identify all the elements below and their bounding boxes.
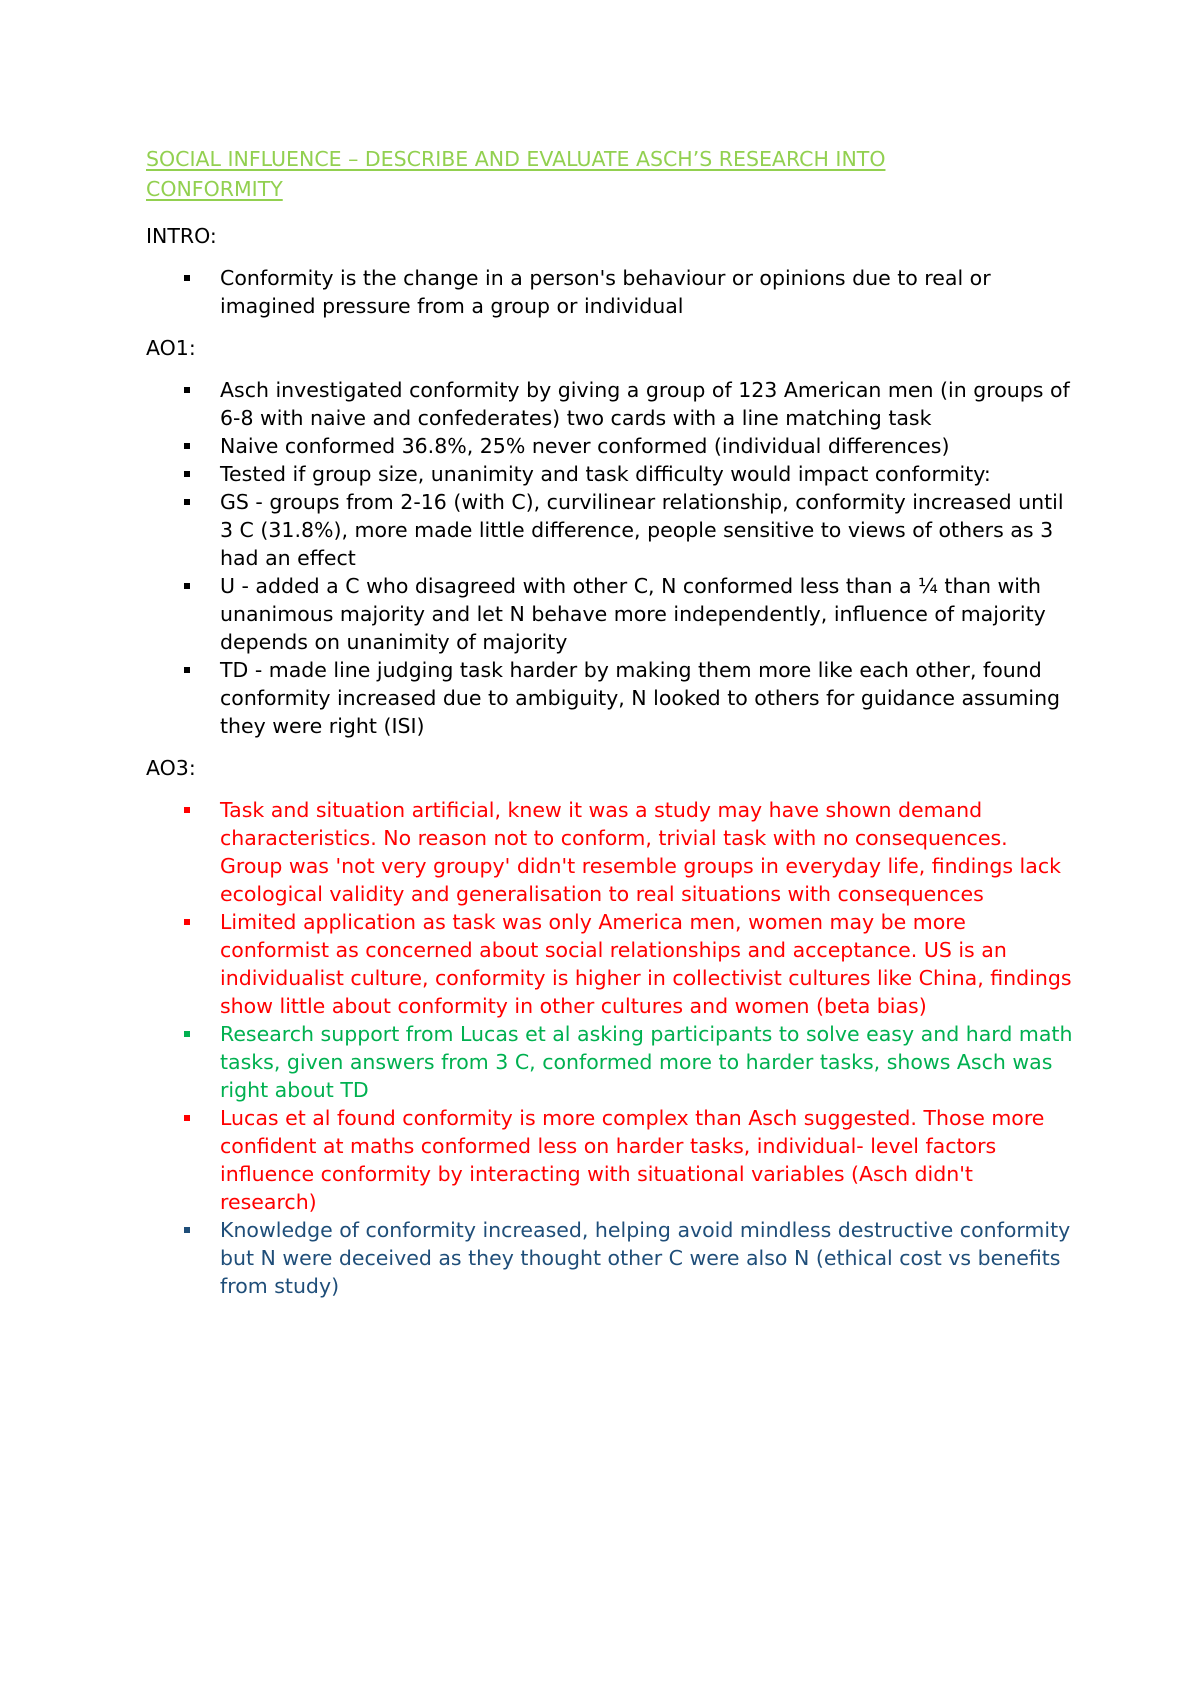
- square-bullet-icon: [184, 1227, 190, 1233]
- list-item-text: U - added a C who disagreed with other C, N conformed less than a ¼ than with unanimous majority and let N behave more independently, influence of majority depends on unanimity of majority: [220, 574, 1046, 654]
- intro-list: [146, 264, 1076, 320]
- square-bullet-icon: [184, 275, 190, 281]
- square-bullet-icon: [184, 1115, 190, 1121]
- ao1-list: [146, 376, 1076, 740]
- list-item: [146, 376, 1076, 432]
- document-title: [146, 144, 1076, 204]
- square-bullet-icon: [184, 919, 190, 925]
- intro-heading: INTRO:: [146, 224, 217, 248]
- square-bullet-icon: [184, 387, 190, 393]
- ao3-heading: AO3:: [146, 756, 196, 780]
- list-item-text: Research support from Lucas et al asking participants to solve easy and hard math tasks, given answers from 3 C, conformed more to harder tasks, shows Asch was right about TD: [220, 1022, 1073, 1102]
- list-item: [146, 264, 1076, 320]
- square-bullet-icon: [184, 471, 190, 477]
- list-item-text: Lucas et al found conformity is more complex than Asch suggested. Those more confident at maths conformed less on harder tasks, individual- level factors influence conformity by interacting with situational variables (Asch didn't research): [220, 1106, 1045, 1214]
- list-item-text: GS - groups from 2-16 (with C), curvilinear relationship, conformity increased until 3 C (31.8%), more made little difference, people sensitive to views of others as 3 had an effect: [220, 490, 1064, 570]
- list-item: [146, 796, 1076, 908]
- list-item: [146, 656, 1076, 740]
- list-item-text: Limited application as task was only America men, women may be more conformist as concerned about social relationships and acceptance. US is an individualist culture, conformity is higher in collectivist cultures like China, findings show little about conformity in other cultures and women (beta bias): [220, 910, 1072, 1018]
- list-item: [146, 1216, 1076, 1300]
- square-bullet-icon: [184, 667, 190, 673]
- list-item: [146, 908, 1076, 1020]
- list-item-text: Conformity is the change in a person's behaviour or opinions due to real or imagined pressure from a group or individual: [220, 266, 991, 318]
- document-page: [146, 144, 1076, 1314]
- square-bullet-icon: [184, 1031, 190, 1037]
- square-bullet-icon: [184, 443, 190, 449]
- square-bullet-icon: [184, 807, 190, 813]
- list-item: [146, 1104, 1076, 1216]
- ao3-list: [146, 796, 1076, 1300]
- title-line-1: SOCIAL INFLUENCE – DESCRIBE AND EVALUATE ASCH’S RESEARCH INTO: [146, 147, 886, 171]
- list-item-text: Tested if group size, unanimity and task difficulty would impact conformity:: [220, 462, 991, 486]
- square-bullet-icon: [184, 583, 190, 589]
- list-item-text: TD - made line judging task harder by making them more like each other, found conformity increased due to ambiguity, N looked to others for guidance assuming they were right (ISI): [220, 658, 1061, 738]
- square-bullet-icon: [184, 499, 190, 505]
- list-item-text: Naive conformed 36.8%, 25% never conformed (individual differences): [220, 434, 950, 458]
- list-item: [146, 488, 1076, 572]
- list-item: [146, 460, 1076, 488]
- list-item: [146, 572, 1076, 656]
- list-item: [146, 1020, 1076, 1104]
- ao1-heading: AO1:: [146, 336, 196, 360]
- list-item-text: Knowledge of conformity increased, helping avoid mindless destructive conformity but N were deceived as they thought other C were also N (ethical cost vs benefits from study): [220, 1218, 1071, 1298]
- list-item: [146, 432, 1076, 460]
- list-item-text: Task and situation artificial, knew it was a study may have shown demand characteristics. No reason not to conform, trivial task with no consequences. Group was 'not very groupy' didn't resemble groups in everyday life, findings lack ecological validity and generalisation to real situations with consequences: [220, 798, 1061, 906]
- title-line-2: CONFORMITY: [146, 177, 283, 201]
- list-item-text: Asch investigated conformity by giving a group of 123 American men (in groups of 6-8 with naive and confederates) two cards with a line matching task: [220, 378, 1070, 430]
